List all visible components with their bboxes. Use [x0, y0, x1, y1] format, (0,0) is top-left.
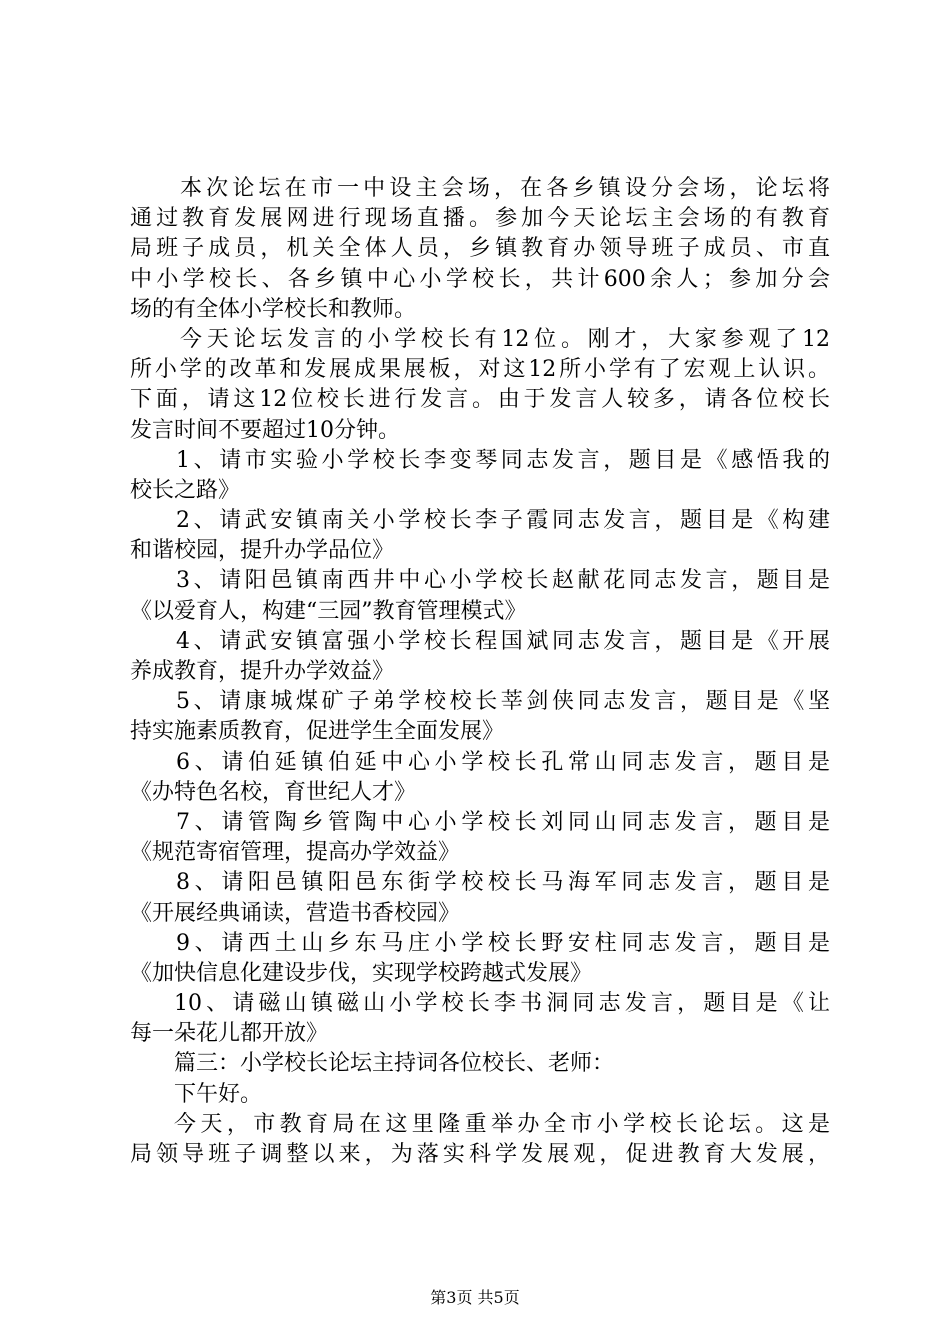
text-line: 2、请武安镇南关小学校长李子霞同志发言，题目是《构建 — [176, 508, 830, 534]
text-line: 《开展经典诵读，营造书香校园》 — [130, 900, 461, 926]
text-line: 校长之路》 — [130, 477, 241, 503]
text-line: 5、请康城煤矿子弟学校校长莘剑侠同志发言，题目是《坚 — [176, 689, 830, 715]
text-line: 局班子成员，机关全体人员，乡镇教育办领导班子成员、市直 — [130, 236, 830, 262]
text-line: 篇三：小学校长论坛主持词各位校长、老师： — [174, 1051, 615, 1077]
text-line: 《以爱育人，构建“三园”教育管理模式》 — [130, 598, 527, 624]
text-line: 10、请磁山镇磁山小学校长李书洞同志发言，题目是《让 — [174, 991, 830, 1017]
text-line: 今天，市教育局在这里隆重举办全市小学校长论坛。这是 — [174, 1111, 830, 1137]
text-line: 今天论坛发言的小学校长有12位。刚才，大家参观了12 — [180, 326, 830, 352]
text-line: 通过教育发展网进行现场直播。参加今天论坛主会场的有教育 — [130, 206, 830, 232]
text-line: 1、请市实验小学校长李变琴同志发言，题目是《感悟我的 — [176, 447, 830, 473]
text-line: 本次论坛在市一中设主会场，在各乡镇设分会场，论坛将 — [180, 176, 830, 201]
text-line: 下午好。 — [174, 1081, 263, 1107]
text-line: 4、请武安镇富强小学校长程国斌同志发言，题目是《开展 — [176, 628, 830, 654]
text-line: 中小学校长、各乡镇中心小学校长，共计600余人；参加分会 — [130, 266, 830, 292]
text-line: 8、请阳邑镇阳邑东街学校校长马海军同志发言，题目是 — [176, 870, 830, 896]
text-line: 局领导班子调整以来，为落实科学发展观，促进教育大发展， — [130, 1142, 830, 1167]
text-line: 《办特色名校，育世纪人才》 — [130, 779, 417, 805]
text-line: 下面，请这12位校长进行发言。由于发言人较多，请各位校长 — [130, 387, 830, 413]
text-line: 发言时间不要超过10分钟。 — [130, 417, 400, 443]
text-line: 6、请伯延镇伯延中心小学校长孔常山同志发言，题目是 — [176, 749, 830, 775]
text-line: 持实施素质教育，促进学生全面发展》 — [130, 719, 505, 745]
text-line: 和谐校园，提升办学品位》 — [130, 538, 395, 564]
text-line: 场的有全体小学校长和教师。 — [130, 296, 417, 322]
text-line: 所小学的改革和发展成果展板，对这12所小学有了宏观上认识。 — [130, 357, 830, 383]
text-line: 7、请管陶乡管陶中心小学校长刘同山同志发言，题目是 — [176, 809, 830, 835]
page-footer: 第3页 共5页 — [430, 1288, 520, 1307]
text-line: 《规范寄宿管理，提高办学效益》 — [130, 840, 461, 866]
text-line: 3、请阳邑镇南西井中心小学校长赵献花同志发言，题目是 — [176, 568, 830, 594]
document-body — [130, 174, 830, 1170]
text-line: 养成教育，提升办学效益》 — [130, 659, 395, 684]
text-line: 每一朵花儿都开放》 — [130, 1021, 329, 1047]
text-line: 《加快信息化建设步伐，实现学校跨越式发展》 — [130, 960, 593, 986]
text-line: 9、请西土山乡东马庄小学校长野安柱同志发言，题目是 — [176, 930, 830, 956]
